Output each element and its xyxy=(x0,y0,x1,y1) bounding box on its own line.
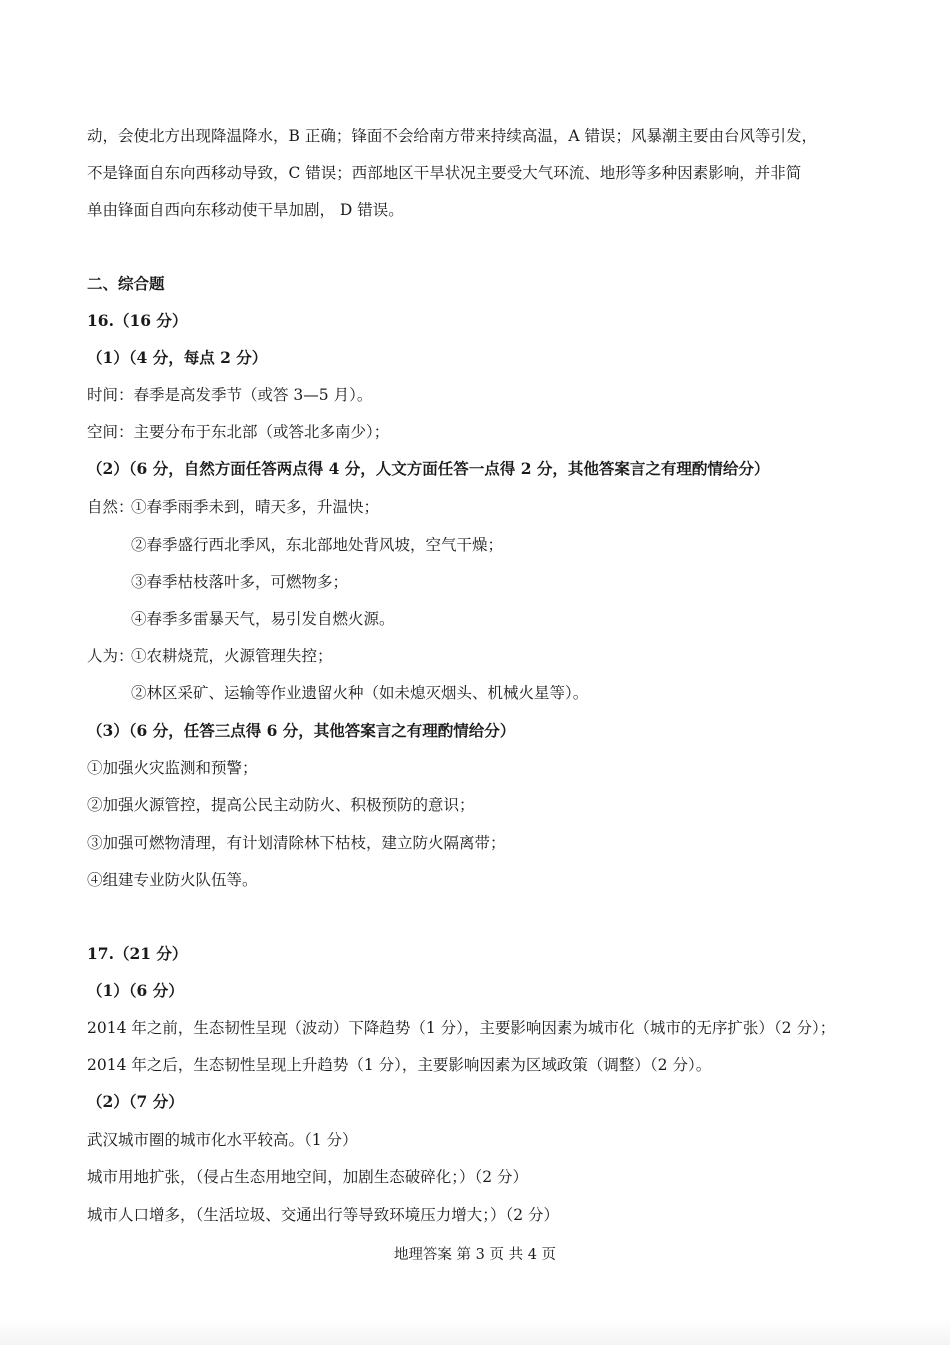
q16-part3-item-4: ④组建专业防火队伍等。 xyxy=(87,871,258,889)
q17-part2-line-1: 武汉城市圈的城市化水平较高。（1 分） xyxy=(87,1131,358,1149)
q16-part3-item-1: ①加强火灾监测和预警； xyxy=(87,759,258,777)
q17-part1-header: （1）（6 分） xyxy=(87,981,184,1000)
q16-part3-item-2: ②加强火源管控，提高公民主动防火、积极预防的意识； xyxy=(87,796,475,814)
q16-part1-header: （1）（4 分，每点 2 分） xyxy=(87,348,268,367)
q16-part2-natural-label: 自然： xyxy=(87,498,134,516)
q16-part2-human-label: 人为： xyxy=(87,647,134,665)
q16-natural-item-1: ①春季雨季未到，晴天多，升温快； xyxy=(131,498,380,516)
intro-line-3: 单由锋面自西向东移动使干旱加剧， D 错误。 xyxy=(87,201,404,219)
q16-human-item-1: ①农耕烧荒，火源管理失控； xyxy=(131,647,333,665)
q17-part2-line-2: 城市用地扩张，（侵占生态用地空间，加剧生态破碎化；）（2 分） xyxy=(87,1168,529,1186)
q16-header: 16.（16 分） xyxy=(87,311,188,330)
q16-part2-header: （2）（6 分，自然方面任答两点得 4 分，人文方面任答一点得 2 分，其他答案言之有理酌情给分） xyxy=(87,459,770,478)
q16-part1-space: 空间：主要分布于东北部（或答北多南少）； xyxy=(87,423,390,441)
q16-natural-item-4: ④春季多雷暴天气，易引发自燃火源。 xyxy=(131,610,395,628)
q16-part3-item-3: ③加强可燃物清理，有计划清除林下枯枝，建立防火隔离带； xyxy=(87,834,506,852)
q17-part2-line-3: 城市人口增多，（生活垃圾、交通出行等导致环境压力增大；）（2 分） xyxy=(87,1206,560,1224)
q16-natural-item-2: ②春季盛行西北季风，东北部地处背风坡，空气干燥； xyxy=(131,536,504,554)
q17-header: 17.（21 分） xyxy=(87,944,188,963)
q17-part1-line-1: 2014 年之前，生态韧性呈现（波动）下降趋势（1 分），主要影响因素为城市化（城市的无序扩张）（2 分）； xyxy=(87,1019,836,1037)
q16-human-item-2: ②林区采矿、运输等作业遗留火种（如未熄灭烟头、机械火星等）。 xyxy=(131,684,589,702)
q17-part1-line-2: 2014 年之后，生态韧性呈现上升趋势（1 分），主要影响因素为区域政策（调整）（2 分）。 xyxy=(87,1056,712,1074)
intro-line-2: 不是锋面自东向西移动导致，C 错误；西部地区干旱状况主要受大气环流、地形等多种因素影响，并非简 xyxy=(87,164,802,182)
q16-natural-item-3: ③春季枯枝落叶多，可燃物多； xyxy=(131,573,349,591)
page-footer: 地理答案 第 3 页 共 4 页 xyxy=(393,1247,557,1263)
scan-bottom-edge xyxy=(0,1318,950,1345)
q17-part2-header: （2）（7 分） xyxy=(87,1092,184,1111)
section-title: 二、综合题 xyxy=(87,274,165,293)
q16-part1-time: 时间：春季是高发季节（或答 3—5 月）。 xyxy=(87,386,373,404)
intro-line-1: 动，会使北方出现降温降水，B 正确；锋面不会给南方带来持续高温，A 错误；风暴潮主要由台风等引发， xyxy=(87,127,817,145)
q16-part3-header: （3）（6 分，任答三点得 6 分，其他答案言之有理酌情给分） xyxy=(87,721,516,740)
